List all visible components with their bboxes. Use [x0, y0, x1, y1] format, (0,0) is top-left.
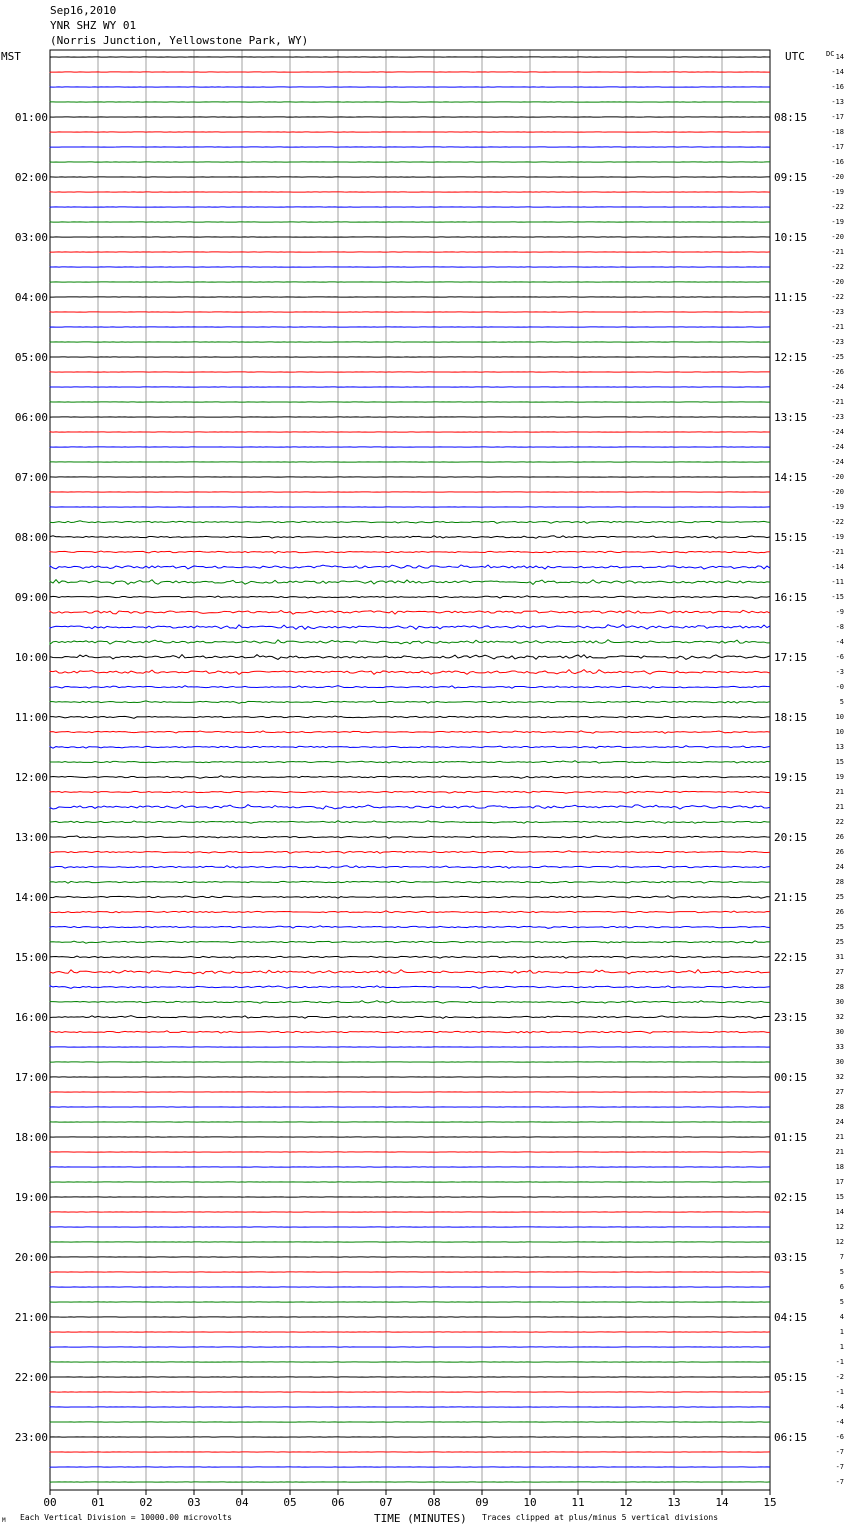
utc-hour-label: 23:15: [774, 1011, 808, 1024]
dc-offset-value: -14: [831, 563, 844, 571]
dc-offset-value: 24: [835, 863, 844, 871]
mst-hour-label: 16:00: [14, 1011, 48, 1024]
dc-offset-value: 30: [835, 1058, 844, 1066]
dc-offset-value: 26: [835, 848, 844, 856]
dc-offset-value: 10: [835, 728, 844, 736]
dc-offset-value: -23: [831, 413, 844, 421]
seismic-trace: [50, 625, 770, 630]
seismic-trace: [50, 716, 770, 718]
x-tick-label: 04: [235, 1496, 249, 1509]
mst-hour-label: 03:00: [14, 231, 48, 244]
dc-offset-value: -17: [831, 113, 844, 121]
seismic-trace: [50, 851, 770, 854]
x-tick-label: 09: [475, 1496, 489, 1509]
utc-hour-label: 04:15: [774, 1311, 808, 1324]
x-tick-label: 03: [187, 1496, 201, 1509]
dc-offset-value: 1: [839, 1328, 844, 1336]
seismic-trace: [50, 866, 770, 869]
dc-offset-value: 17: [835, 1178, 844, 1186]
dc-offset-value: 14: [835, 53, 844, 61]
dc-offset-value: -4: [835, 1418, 844, 1426]
utc-hour-label: 15:15: [774, 531, 808, 544]
utc-hour-label: 12:15: [774, 351, 808, 364]
seismic-trace: [50, 986, 770, 989]
dc-offset-value: 24: [835, 1118, 844, 1126]
mst-hour-label: 01:00: [14, 111, 48, 124]
utc-hour-label: 20:15: [774, 831, 808, 844]
dc-offset-value: 28: [835, 878, 844, 886]
dc-offset-value: 5: [839, 1268, 844, 1276]
dc-offset-value: 27: [835, 1088, 844, 1096]
mst-hour-label: 20:00: [14, 1251, 48, 1264]
plot-frame: [50, 50, 770, 1490]
seismic-trace: [50, 911, 770, 913]
dc-offset-value: -7: [835, 1463, 844, 1471]
dc-offset-value: 5: [839, 698, 844, 706]
x-tick-label: 15: [763, 1496, 777, 1509]
dc-offset-value: 32: [835, 1013, 844, 1021]
dc-offset-value: -4: [835, 1403, 844, 1411]
utc-hour-label: 13:15: [774, 411, 808, 424]
dc-offset-value: -22: [831, 203, 844, 211]
dc-offset-value: -22: [831, 263, 844, 271]
dc-offset-value: -22: [831, 518, 844, 526]
dc-offset-value: 30: [835, 1028, 844, 1036]
dc-offset-value: -20: [831, 233, 844, 241]
dc-offset-value: 22: [835, 818, 844, 826]
dc-offset-value: -15: [831, 593, 844, 601]
seismic-trace: [50, 580, 770, 585]
x-axis-title: TIME (MINUTES): [374, 1512, 467, 1525]
x-tick-label: 07: [379, 1496, 393, 1509]
dc-offset-value: 7: [839, 1253, 844, 1261]
dc-offset-value: 31: [835, 953, 844, 961]
seismic-trace: [50, 596, 770, 599]
dc-offset-value: 12: [835, 1223, 844, 1231]
dc-offset-value: 19: [835, 773, 844, 781]
dc-offset-value: -20: [831, 278, 844, 286]
dc-offset-value: 25: [835, 938, 844, 946]
mst-hour-label: 05:00: [14, 351, 48, 364]
seismic-trace: [50, 805, 770, 809]
dc-offset-value: 13: [835, 743, 844, 751]
plot-date: Sep16,2010: [50, 4, 117, 17]
dc-offset-value: -25: [831, 353, 844, 361]
dc-offset-value: 33: [835, 1043, 844, 1051]
seismic-trace: [50, 686, 770, 689]
utc-hour-label: 08:15: [774, 111, 808, 124]
dc-offset-value: 15: [835, 758, 844, 766]
mst-hour-label: 08:00: [14, 531, 48, 544]
utc-hour-label: 03:15: [774, 1251, 808, 1264]
dc-offset-value: -4: [835, 638, 844, 646]
mst-hour-label: 19:00: [14, 1191, 48, 1204]
dc-offset-value: 15: [835, 1193, 844, 1201]
dc-offset-value: -8: [835, 623, 844, 631]
utc-hour-label: 21:15: [774, 891, 808, 904]
dc-offset-value: -17: [831, 143, 844, 151]
dc-offset-value: 27: [835, 968, 844, 976]
seismic-trace: [50, 956, 770, 958]
seismic-trace: [50, 551, 770, 553]
dc-offset-value: -20: [831, 173, 844, 181]
mst-hour-label: 10:00: [14, 651, 48, 664]
dc-offset-value: 30: [835, 998, 844, 1006]
station-location: (Norris Junction, Yellowstone Park, WY): [50, 34, 309, 47]
mst-hour-label: 13:00: [14, 831, 48, 844]
x-tick-label: 02: [139, 1496, 153, 1509]
dc-offset-value: -7: [835, 1478, 844, 1486]
x-tick-label: 11: [571, 1496, 585, 1509]
seismic-trace: [50, 701, 770, 704]
seismic-trace: [50, 761, 770, 763]
dc-offset-value: -0: [835, 683, 844, 691]
dc-offset-value: -7: [835, 1448, 844, 1456]
dc-offset-value: -23: [831, 338, 844, 346]
dc-offset-value: 28: [835, 1103, 844, 1111]
utc-hour-label: 01:15: [774, 1131, 808, 1144]
dc-offset-value: 21: [835, 788, 844, 796]
utc-hour-label: 22:15: [774, 951, 808, 964]
dc-offset-value: -14: [831, 68, 844, 76]
dc-offset-value: -21: [831, 548, 844, 556]
dc-offset-value: 21: [835, 1148, 844, 1156]
mst-hour-label: 07:00: [14, 471, 48, 484]
dc-offset-value: -2: [835, 1373, 844, 1381]
left-timezone-label: MST: [1, 50, 21, 63]
dc-offset-value: 25: [835, 893, 844, 901]
dc-offset-value: -26: [831, 368, 844, 376]
dc-offset-value: -24: [831, 443, 844, 451]
utc-hour-label: 00:15: [774, 1071, 808, 1084]
dc-offset-value: 32: [835, 1073, 844, 1081]
utc-hour-label: 16:15: [774, 591, 808, 604]
dc-offset-value: -24: [831, 383, 844, 391]
dc-offset-value: -21: [831, 398, 844, 406]
vertical-division-note: Each Vertical Division = 10000.00 microvolts: [20, 1513, 232, 1522]
utc-hour-label: 18:15: [774, 711, 808, 724]
seismic-trace: [50, 521, 770, 524]
seismic-trace: [50, 881, 770, 883]
dc-offset-value: -19: [831, 218, 844, 226]
seismic-trace: [50, 791, 770, 793]
mst-hour-label: 23:00: [14, 1431, 48, 1444]
dc-offset-value: -20: [831, 488, 844, 496]
seismic-trace: [50, 896, 770, 898]
mst-hour-label: 17:00: [14, 1071, 48, 1084]
utc-hour-label: 11:15: [774, 291, 808, 304]
footer-mark: M: [2, 1517, 6, 1524]
dc-offset-value: -11: [831, 578, 844, 586]
dc-offset-value: 26: [835, 908, 844, 916]
dc-offset-value: 5: [839, 1298, 844, 1306]
seismic-trace: [50, 536, 770, 539]
seismic-trace: [50, 640, 770, 644]
seismic-trace: [50, 821, 770, 824]
dc-offset-value: -13: [831, 98, 844, 106]
dc-offset-value: 1: [839, 1343, 844, 1351]
dc-offset-value: -16: [831, 158, 844, 166]
right-timezone-label: UTC: [785, 50, 805, 63]
dc-offset-value: 14: [835, 1208, 844, 1216]
seismic-trace: [50, 926, 770, 929]
dc-offset-value: -22: [831, 293, 844, 301]
dc-offset-value: -20: [831, 473, 844, 481]
dc-offset-value: 10: [835, 713, 844, 721]
seismic-trace: [50, 836, 770, 838]
mst-hour-label: 18:00: [14, 1131, 48, 1144]
dc-offset-value: 6: [839, 1283, 844, 1291]
dc-offset-value: -21: [831, 248, 844, 256]
utc-hour-label: 19:15: [774, 771, 808, 784]
seismic-trace: [50, 565, 770, 569]
seismic-trace: [50, 746, 770, 748]
dc-offset-value: 26: [835, 833, 844, 841]
utc-hour-label: 09:15: [774, 171, 808, 184]
x-tick-label: 13: [667, 1496, 681, 1509]
dc-offset-value: -6: [835, 653, 844, 661]
dc-offset-value: -6: [835, 1433, 844, 1441]
seismic-trace: [50, 731, 770, 733]
mst-hour-label: 02:00: [14, 171, 48, 184]
dc-offset-value: -24: [831, 458, 844, 466]
utc-hour-label: 10:15: [774, 231, 808, 244]
seismic-trace: [50, 1031, 770, 1034]
seismic-trace: [50, 610, 770, 614]
x-tick-label: 06: [331, 1496, 345, 1509]
x-tick-label: 01: [91, 1496, 105, 1509]
dc-offset-value: 21: [835, 803, 844, 811]
dc-offset-label: DC: [826, 50, 835, 58]
seismic-trace: [50, 1016, 770, 1019]
dc-offset-value: -1: [835, 1358, 844, 1366]
mst-hour-label: 21:00: [14, 1311, 48, 1324]
mst-hour-label: 09:00: [14, 591, 48, 604]
seismic-trace: [50, 941, 770, 943]
dc-offset-value: 18: [835, 1163, 844, 1171]
dc-offset-value: 28: [835, 983, 844, 991]
dc-offset-value: 12: [835, 1238, 844, 1246]
x-tick-label: 14: [715, 1496, 729, 1509]
utc-hour-label: 05:15: [774, 1371, 808, 1384]
seismic-trace: [50, 655, 770, 660]
dc-offset-value: 25: [835, 923, 844, 931]
dc-offset-value: -19: [831, 533, 844, 541]
dc-offset-value: -24: [831, 428, 844, 436]
seismic-trace: [50, 1001, 770, 1004]
dc-offset-value: 4: [839, 1313, 844, 1321]
mst-hour-label: 12:00: [14, 771, 48, 784]
mst-hour-label: 11:00: [14, 711, 48, 724]
mst-hour-label: 06:00: [14, 411, 48, 424]
utc-hour-label: 14:15: [774, 471, 808, 484]
dc-offset-value: -23: [831, 308, 844, 316]
dc-offset-value: -16: [831, 83, 844, 91]
x-tick-label: 10: [523, 1496, 537, 1509]
mst-hour-label: 15:00: [14, 951, 48, 964]
seismic-trace: [50, 776, 770, 779]
seismic-trace: [50, 670, 770, 675]
clipping-note: Traces clipped at plus/minus 5 vertical divisions: [482, 1513, 719, 1522]
dc-offset-value: -19: [831, 503, 844, 511]
utc-hour-label: 17:15: [774, 651, 808, 664]
dc-offset-value: -9: [835, 608, 844, 616]
dc-offset-value: 21: [835, 1133, 844, 1141]
dc-offset-value: -21: [831, 323, 844, 331]
station-title: YNR SHZ WY 01: [50, 19, 137, 32]
mst-hour-label: 22:00: [14, 1371, 48, 1384]
x-tick-label: 05: [283, 1496, 297, 1509]
mst-hour-label: 04:00: [14, 291, 48, 304]
mst-hour-label: 14:00: [14, 891, 48, 904]
x-tick-label: 08: [427, 1496, 441, 1509]
utc-hour-label: 06:15: [774, 1431, 808, 1444]
x-tick-label: 12: [619, 1496, 633, 1509]
dc-offset-value: -1: [835, 1388, 844, 1396]
utc-hour-label: 02:15: [774, 1191, 808, 1204]
seismic-trace: [50, 970, 770, 974]
x-tick-label: 00: [43, 1496, 57, 1509]
dc-offset-value: -3: [835, 668, 844, 676]
dc-offset-value: -19: [831, 188, 844, 196]
dc-offset-value: -18: [831, 128, 844, 136]
